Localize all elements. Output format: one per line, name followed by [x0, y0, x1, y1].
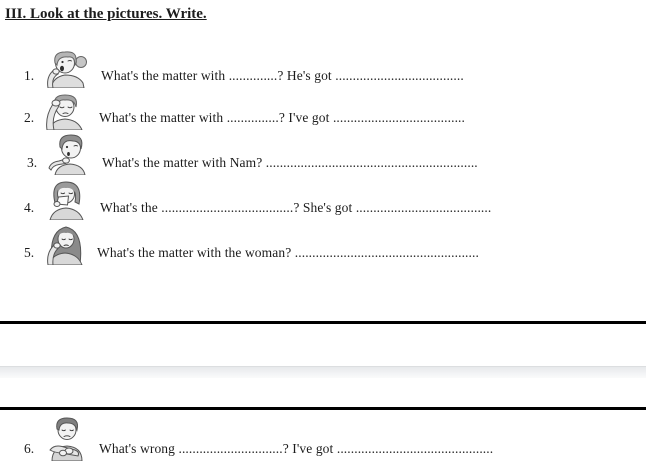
item-number: 3.: [27, 155, 38, 170]
item-text: What's the matter with Nam? .............................................................: [102, 155, 478, 170]
item-number: 6.: [24, 441, 35, 456]
page-break-band: [0, 366, 646, 378]
item-number: 5.: [24, 245, 35, 260]
woman-blowing-nose-cold-icon: [44, 179, 91, 220]
section-divider-top: [0, 321, 646, 324]
item-text: What's the matter with ..............? He's got .....................................: [101, 68, 464, 83]
woman-hand-on-temple-icon: [44, 223, 88, 265]
exercise-row-5: [24, 223, 479, 265]
item-number: 2.: [24, 110, 35, 125]
section-divider-bottom: [0, 407, 646, 410]
item-number: 1.: [24, 68, 35, 83]
boy-hand-on-throat-icon: [47, 133, 93, 175]
exercise-row-1: [24, 50, 464, 88]
item-text: What's the matter with ...............? I've got ......................................: [99, 110, 466, 125]
exercise-row-6: [24, 417, 493, 461]
shouting-woman-toothache-icon: [44, 50, 92, 88]
item-text: What's the ......................................? She's got .......................................: [100, 200, 492, 215]
item-text: What's the matter with the woman? .....................................................: [97, 245, 479, 260]
man-hand-on-head-headache-icon: [44, 92, 90, 130]
exercise-row-3: [27, 133, 478, 175]
section-title: III. Look at the pictures. Write.: [5, 6, 207, 22]
boy-holding-stomach-icon: [44, 417, 90, 461]
exercise-row-2: [24, 92, 465, 130]
exercise-row-4: [24, 179, 491, 220]
item-text: What's wrong ..............................? I've got .............................................: [99, 441, 494, 456]
item-number: 4.: [24, 200, 35, 215]
